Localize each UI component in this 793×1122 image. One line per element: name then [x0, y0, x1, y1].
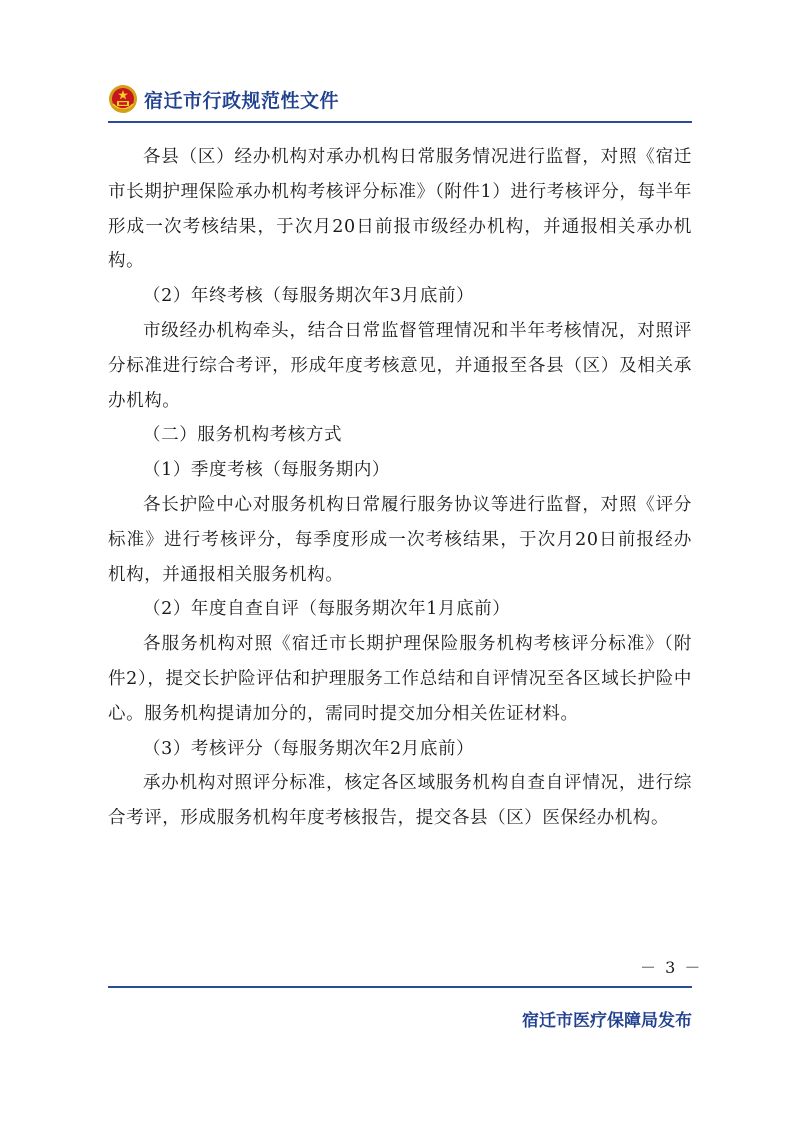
- paragraph: 各长护险中心对服务机构日常履行服务协议等进行监督，对照《评分标准》进行考核评分，每季度形成一次考核结果，于次月20日前报经办机构，并通报相关服务机构。: [108, 494, 692, 585]
- subsection-heading: （3）考核评分（每服务期次年2月底前）: [143, 738, 475, 759]
- subsection-heading: （2）年终考核（每服务期次年3月底前）: [143, 286, 475, 307]
- paragraph: 各服务机构对照《宿迁市长期护理保险服务机构考核评分标准》（附件2），提交长护险评估和护理服务工作总结和自评情况至各区域长护险中心。服务机构提请加分的，需同时提交加分相关佐证材料。: [108, 634, 692, 724]
- paragraph: 市级经办机构牵头，结合日常监督管理情况和半年考核情况，对照评分标准进行综合考评，形成年度考核意见，并通报至各县（区）及相关承办机构。: [108, 320, 692, 411]
- paragraph: 承办机构对照评分标准，核定各区域服务机构自查自评情况，进行综合考评，形成服务机构年度考核报告，提交各县（区）医保经办机构。: [108, 773, 692, 829]
- subsection-heading: （1）季度考核（每服务期内）: [143, 460, 391, 481]
- page-number: － 3 －: [640, 958, 703, 977]
- header-divider: [108, 121, 692, 123]
- section-heading: （二）服务机构考核方式: [143, 425, 343, 446]
- document-series-title: 宿迁市行政规范性文件: [144, 89, 340, 112]
- document-header: [108, 84, 339, 114]
- footer-divider: [108, 986, 692, 988]
- publisher-footer: 宿迁市医疗保障局发布: [522, 1011, 692, 1031]
- document-body: [108, 140, 692, 836]
- subsection-heading: （2）年度自查自评（每服务期次年1月底前）: [143, 599, 511, 620]
- national-emblem-icon: [108, 84, 138, 114]
- paragraph: 各县（区）经办机构对承办机构日常服务情况进行监督，对照《宿迁市长期护理保险承办机构考核评分标准》（附件1）进行考核评分，每半年形成一次考核结果，于次月20日前报市级经办机构，并通报相关承办机构。: [108, 147, 692, 272]
